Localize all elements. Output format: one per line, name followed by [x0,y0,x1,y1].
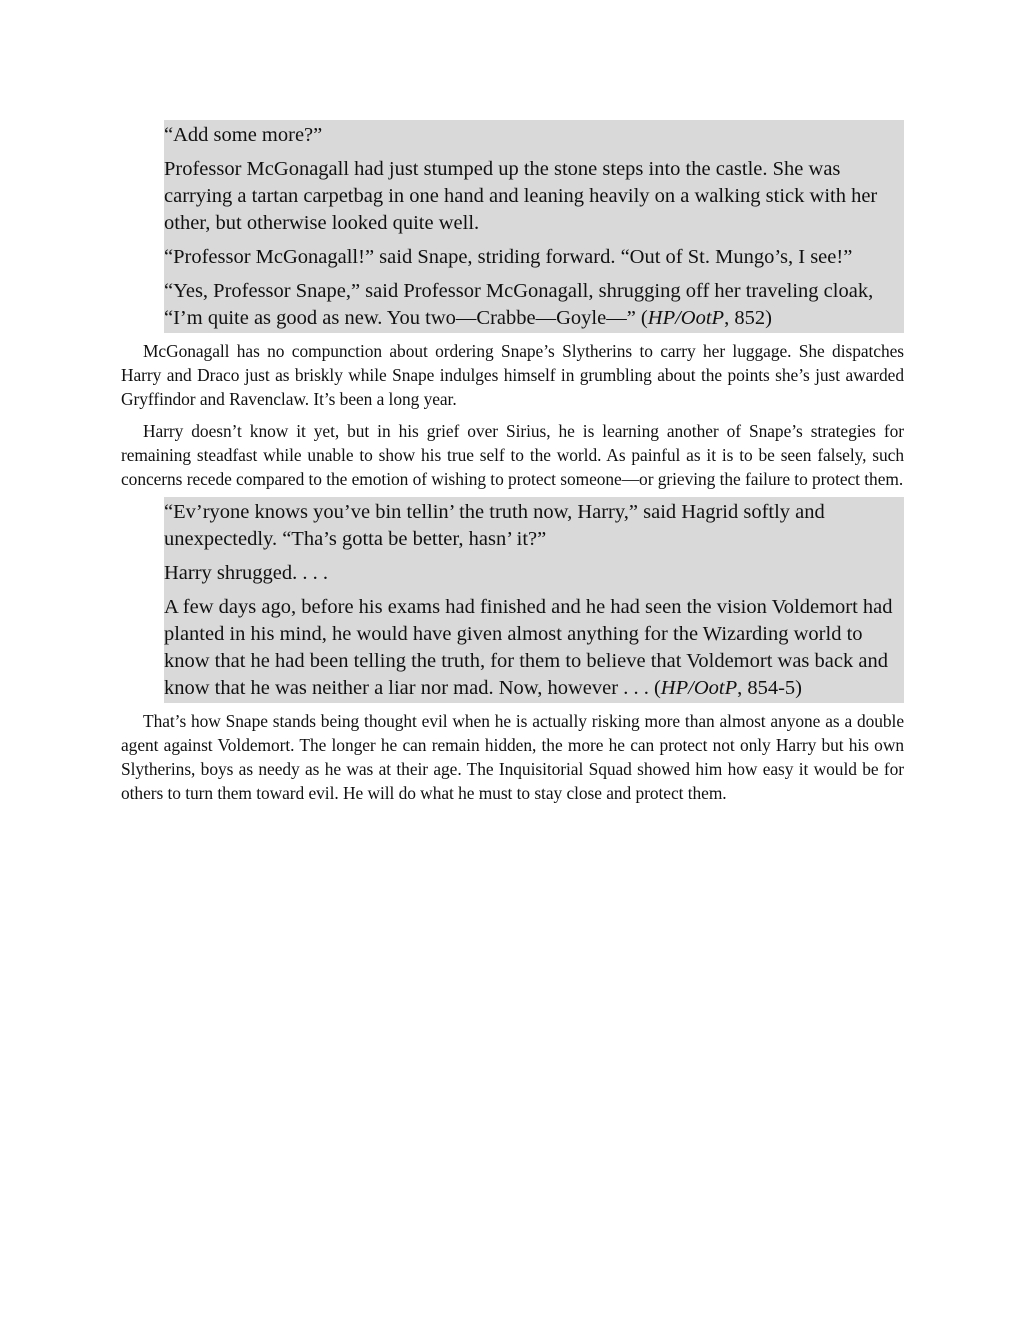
quote-1-para-2: Professor McGonagall had just stumped up the stone steps into the castle. She was carrying a tartan carpetbag in one hand and leaning heavily on a walking stick with her other, but otherwise looked quite well. [164,158,878,234]
quote-1-citation-page: , 852) [724,307,772,329]
body-paragraph-3: That’s how Snape stands being thought evil when he is actually risking more than almost anyone as a double agent against Voldemort. The longer he can remain hidden, the more he can protect not only Harry but his own Slytherins, boys as needy as he was at their age. The Inquisitorial Squad showed him how easy it would be for others to turn them toward evil. He will do what he must to stay close and protect them. [121,711,904,803]
body-paragraph-2: Harry doesn’t know it yet, but in his grief over Sirius, he is learning another of Snape’s strategies for remaining steadfast while unable to show his true self to the world. As painful as it is to be seen falsely, such concerns recede compared to the emotion of wishing to protect someone—or grieving the failure to protect them. [121,421,904,489]
block-quote-1 [164,120,904,333]
quote-1-para-4 [164,278,904,332]
quote-2-para-3-text: A few days ago, before his exams had finished and he had seen the vision Voldemort had planted in his mind, he would have given almost anything for the Wizarding world to know that he had been telling the truth, for them to believe that Voldemort was back and know that he was neither a liar nor mad. Now, however . . . ( [164,596,893,699]
quote-2-citation-page: , 854-5) [737,677,802,699]
quote-2-para-3 [164,594,904,702]
quote-2-para-1: “Ev’ryone knows you’ve bin tellin’ the truth now, Harry,” said Hagrid softly and unexpectedly. “Tha’s gotta be better, hasn’ it?” [164,501,825,550]
block-quote-2 [164,497,904,703]
quote-1-para-4-text: “Yes, Professor Snape,” said Professor McGonagall, shrugging off her traveling cloak, “I’m quite as good as new. You two—Crabbe—Goyle—” ( [164,280,874,329]
document-page [121,120,904,805]
quote-1-para-3: “Professor McGonagall!” said Snape, striding forward. “Out of St. Mungo’s, I see!” [164,246,853,268]
quote-2-citation-title: HP/OotP [660,677,738,699]
quote-1-line-1: “Add some more?” [164,124,323,146]
body-paragraph-1: McGonagall has no compunction about ordering Snape’s Slytherins to carry her luggage. She dispatches Harry and Draco just as briskly while Snape indulges himself in grumbling about the points she’s just awarded Gryffindor and Ravenclaw. It’s been a long year. [121,341,904,409]
quote-1-citation-title: HP/OotP [647,307,725,329]
quote-2-para-2: Harry shrugged. . . . [164,562,328,584]
